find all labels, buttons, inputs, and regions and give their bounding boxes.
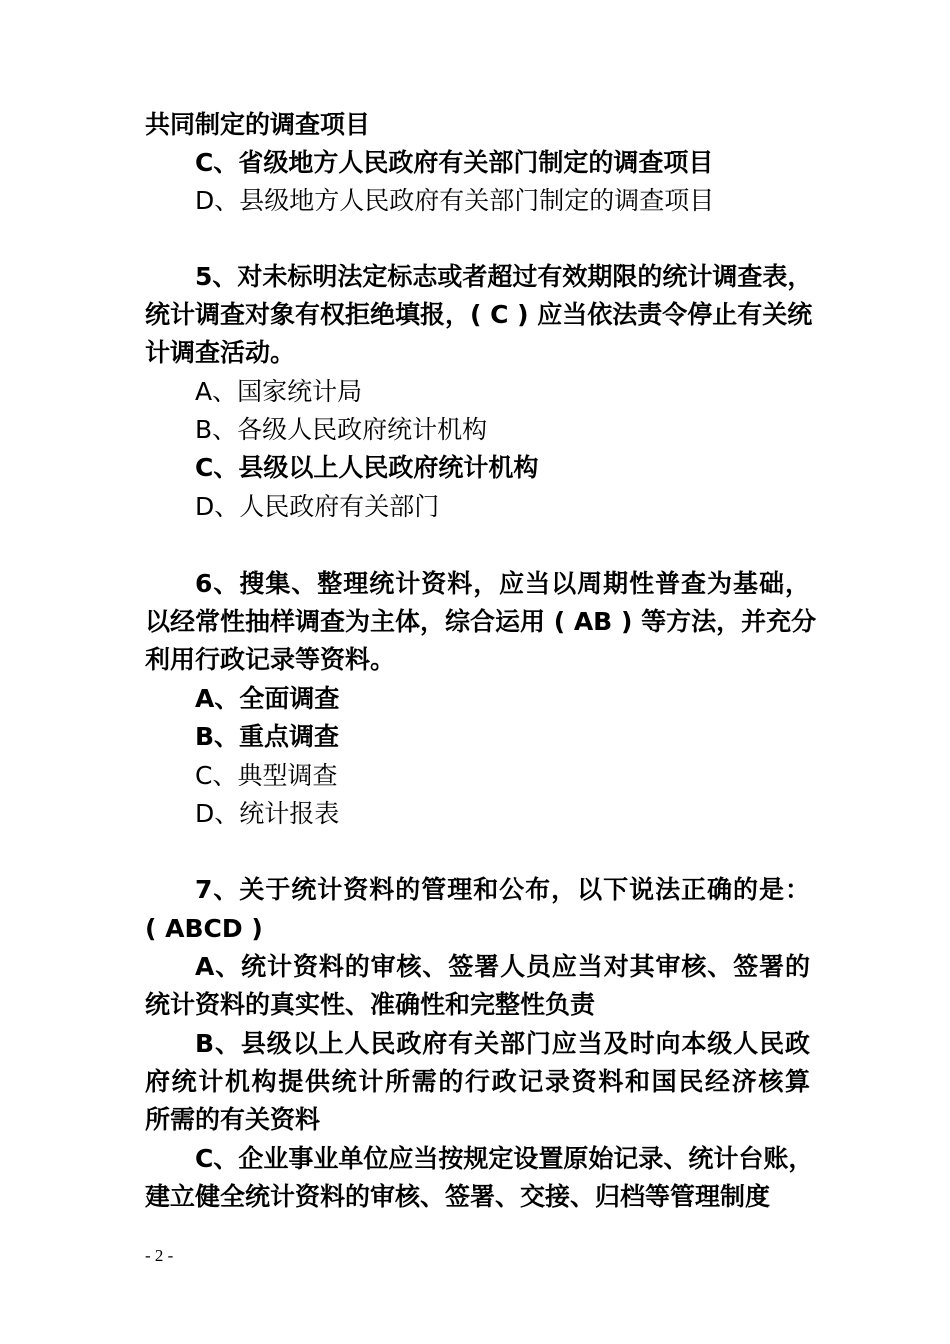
question-6-line-2: 以经常性抽样调查为主体，综合运用 ( AB ) 等方法，并充分 <box>145 607 817 636</box>
option-d: D、县级地方人民政府有关部门制定的调查项目 <box>195 186 715 215</box>
page-number: - 2 - <box>145 1246 174 1265</box>
question-5-line-2: 统计调查对象有权拒绝填报，( C ) 应当依法责令停止有关统 <box>145 300 813 329</box>
q7-option-c-line-2: 建立健全统计资料的审核、签署、交接、归档等管理制度 <box>145 1182 771 1211</box>
q7-option-b-line-2: 府统计机构提供统计所需的行政记录资料和国民经济核算 <box>145 1067 810 1096</box>
question-6-line-3: 利用行政记录等资料。 <box>145 645 396 674</box>
question-7-line-1: 7、关于统计资料的管理和公布，以下说法正确的是： <box>195 875 810 904</box>
q5-option-c-correct: C、县级以上人民政府统计机构 <box>195 453 539 482</box>
option-c-correct: C、省级地方人民政府有关部门制定的调查项目 <box>195 148 714 177</box>
q7-option-b-line-3: 所需的有关资料 <box>145 1105 321 1134</box>
q7-option-a-line-2: 统计资料的真实性、准确性和完整性负责 <box>145 990 596 1019</box>
q5-option-d: D、人民政府有关部门 <box>195 492 440 521</box>
q5-option-a: A、国家统计局 <box>195 377 363 406</box>
q7-option-c-line-1: C、企业事业单位应当按规定设置原始记录、统计台账， <box>195 1144 814 1173</box>
question-7-answer: ( ABCD ) <box>145 914 263 943</box>
q7-option-a-line-1: A、统计资料的审核、签署人员应当对其审核、签署的 <box>195 952 810 981</box>
q6-option-d: D、统计报表 <box>195 799 340 828</box>
q6-option-b-correct: B、重点调查 <box>195 722 340 751</box>
question-5-line-1: 5、对未标明法定标志或者超过有效期限的统计调查表， <box>195 262 813 291</box>
q6-option-c: C、典型调查 <box>195 761 338 790</box>
continuation-line: 共同制定的调查项目 <box>145 110 371 139</box>
q7-option-b-line-1: B、县级以上人民政府有关部门应当及时向本级人民政 <box>195 1029 810 1058</box>
question-5-line-3: 计调查活动。 <box>145 338 296 367</box>
question-6-line-1: 6、搜集、整理统计资料，应当以周期性普查为基础， <box>195 569 810 598</box>
q6-option-a-correct: A、全面调查 <box>195 684 340 713</box>
q5-option-b: B、各级人民政府统计机构 <box>195 415 488 444</box>
